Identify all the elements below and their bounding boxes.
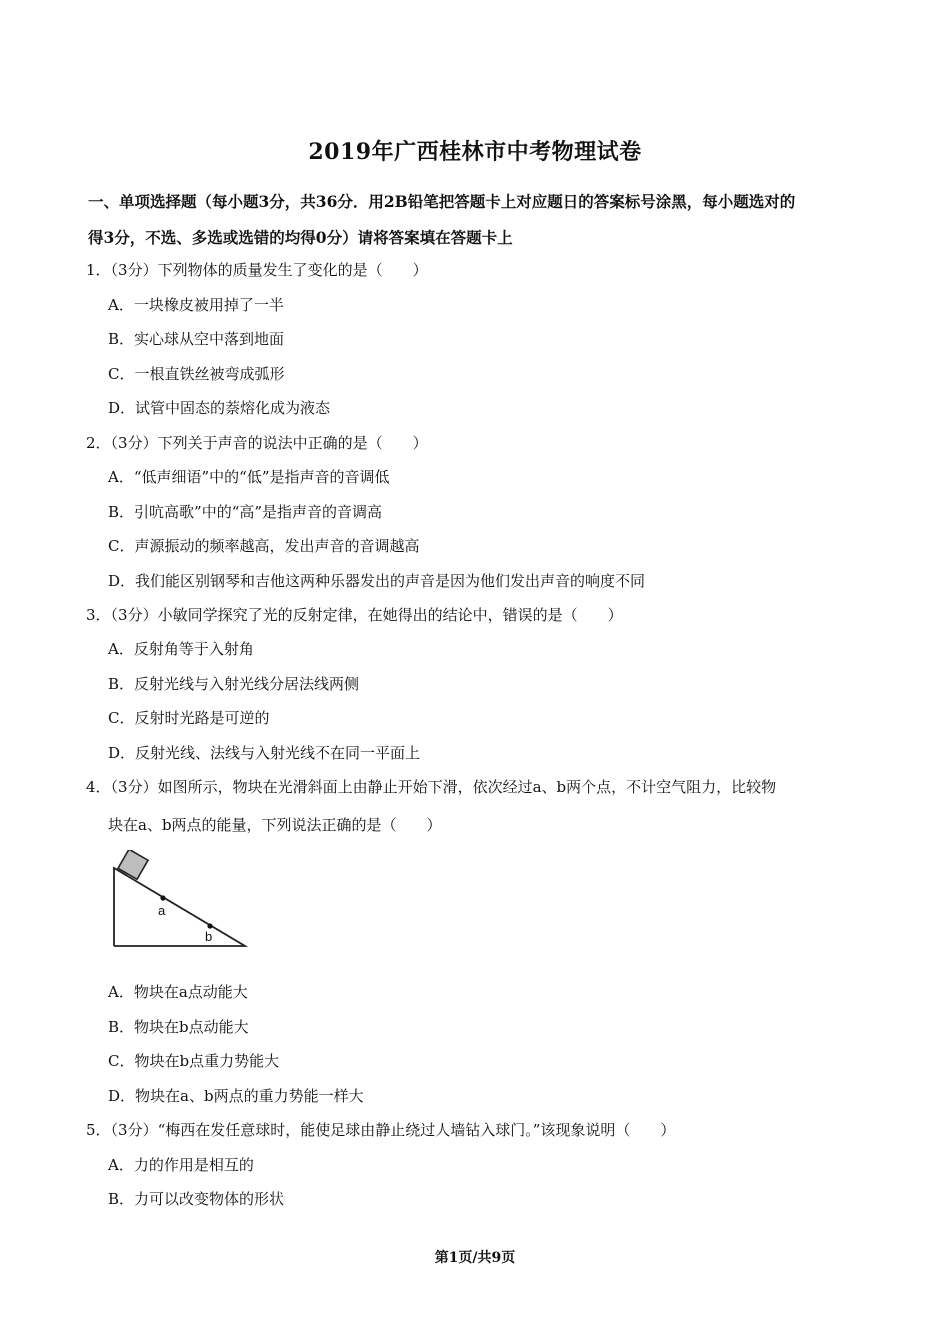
question-3-option-b: B．反射光线与入射光线分居法线两侧 [108,675,360,693]
question-2-option-a: A．“低声细语”中的“低”是指声音的音调低 [108,468,390,486]
question-5-option-b: B．力可以改变物体的形状 [108,1190,285,1208]
question-4-option-a: A．物块在a点动能大 [108,983,248,1001]
question-5-stem: 5．（3分）“梅西在发任意球时，能使足球由静止绕过人墙钻入球门。”该现象说明（ ） [86,1121,676,1139]
point-a-marker [160,895,165,900]
question-4-option-c: C．物块在b点重力势能大 [108,1052,280,1070]
section-heading [88,184,878,256]
question-1-option-b: B．实心球从空中落到地面 [108,330,285,348]
incline-triangle [114,868,245,946]
question-5-option-a: A．力的作用是相互的 [108,1156,254,1174]
question-3-option-a: A．反射角等于入射角 [108,640,254,658]
section-heading-line1: 一、单项选择题（每小题3分，共36分．用2B铅笔把答题卡上对应题日的答案标号涂黑，每小题选对的 [88,192,796,211]
question-2-option-d: D．我们能区别钢琴和吉他这两种乐器发出的声音是因为他们发出声音的响度不同 [108,572,646,590]
question-1-option-c: C．一根直铁丝被弯成弧形 [108,365,285,383]
point-b-marker [207,923,212,928]
page-footer: 第1页/共9页 [434,1250,516,1266]
question-1-option-a: A．一块橡皮被用掉了一半 [108,296,284,314]
question-2-option-c: C．声源振动的频率越高，发出声音的音调越高 [108,537,420,555]
question-4-stem: 4．（3分）如图所示，物块在光滑斜面上由静止开始下滑，依次经过a、b两个点，不计空气阻力，比较物 [86,778,777,796]
question-1-option-d: D．试管中固态的萘熔化成为液态 [108,399,331,417]
question-4-option-b: B．物块在b点动能大 [108,1018,249,1036]
incline-diagram [108,850,253,954]
question-4-stem-continued: 块在a、b两点的能量，下列说法正确的是（ ） [108,816,442,834]
question-2-option-b: B．引吭高歌”中的“高”是指声音的音调高 [108,503,383,521]
point-a-label: a [158,903,166,918]
question-2-stem: 2．（3分）下列关于声音的说法中正确的是（ ） [86,434,428,452]
question-4-option-d: D．物块在a、b两点的重力势能一样大 [108,1087,364,1105]
question-3-stem: 3．（3分）小敏同学探究了光的反射定律，在她得出的结论中，错误的是（ ） [86,606,623,624]
question-3-option-d: D．反射光线、法线与入射光线不在同一平面上 [108,744,421,762]
sliding-block [118,850,148,879]
question-3-option-c: C．反射时光路是可逆的 [108,709,270,727]
section-heading-line2: 得3分，不选、多选或选错的均得0分）请将答案填在答题卡上 [88,228,513,247]
point-b-label: b [205,929,213,944]
page-title: 2019年广西桂林市中考物理试卷 [308,139,642,165]
question-1-stem: 1．（3分）下列物体的质量发生了变化的是（ ） [86,261,428,279]
